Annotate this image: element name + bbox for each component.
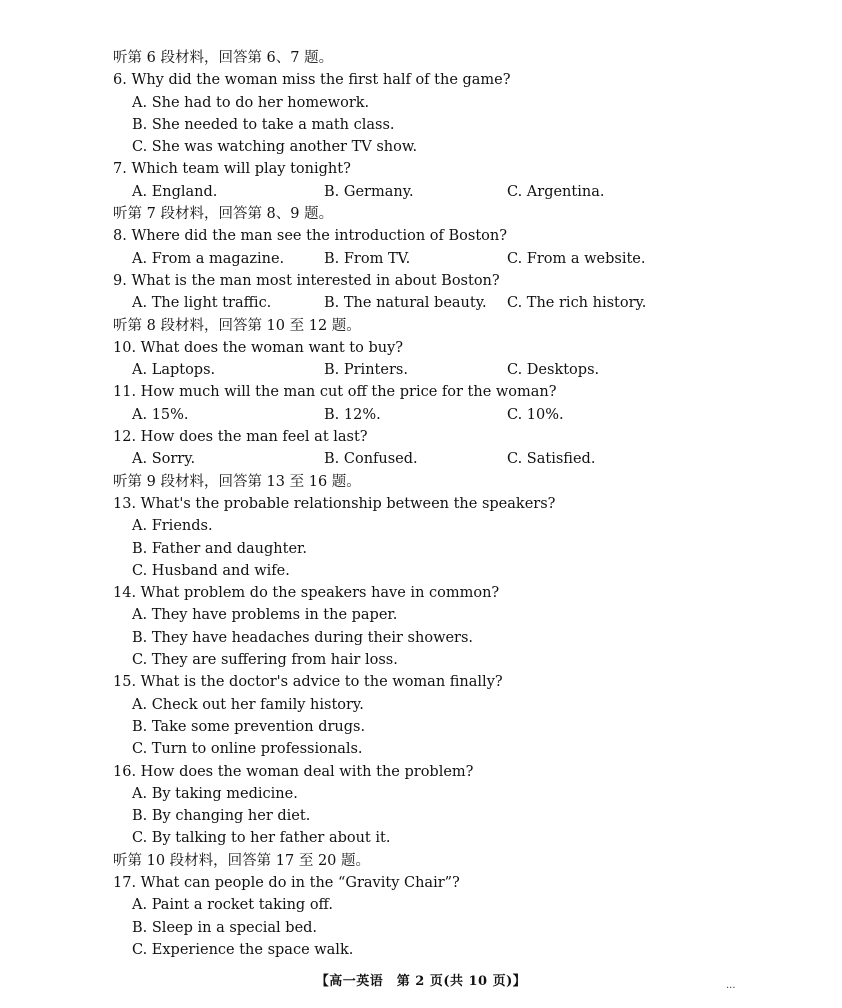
- options-row: [113, 359, 813, 381]
- answer-option: C. The rich history.: [507, 295, 647, 312]
- answer-option: B. Confused.: [324, 451, 418, 468]
- answer-option: A. Sorry.: [132, 451, 196, 468]
- answer-option: B. Germany.: [324, 183, 414, 200]
- answer-option: B. Sleep in a special bed.: [132, 919, 318, 936]
- answer-option: A. Check out her family history.: [132, 696, 364, 713]
- answer-option: A. England.: [132, 183, 218, 200]
- corner-mark: ...: [726, 980, 736, 991]
- answer-option: C. She was watching another TV show.: [132, 139, 418, 156]
- question-text: 13. What's the probable relationship between the speakers?: [113, 495, 556, 512]
- answer-option: B. 12%.: [324, 406, 381, 423]
- answer-option: A. They have problems in the paper.: [132, 607, 398, 624]
- options-row: [113, 448, 813, 470]
- answer-option: B. They have headaches during their showers.: [132, 629, 474, 646]
- answer-option: A. Friends.: [132, 518, 213, 535]
- answer-option: C. From a website.: [507, 250, 646, 267]
- answer-option: A. From a magazine.: [132, 250, 285, 267]
- answer-option: C. 10%.: [507, 406, 564, 423]
- question-text: 17. What can people do in the “Gravity Chair”?: [113, 874, 460, 891]
- answer-option: A. Paint a rocket taking off.: [132, 897, 333, 914]
- options-row: [113, 404, 813, 426]
- answer-option: C. By talking to her father about it.: [132, 830, 391, 847]
- section-heading: 听第 10 段材料，回答第 17 至 20 题。: [113, 852, 371, 869]
- question-text: 15. What is the doctor's advice to the woman finally?: [113, 674, 503, 691]
- answer-option: B. Father and daughter.: [132, 540, 307, 557]
- options-row: [113, 248, 813, 270]
- exam-page-content: [113, 47, 813, 961]
- answer-option: A. The light traffic.: [132, 295, 272, 312]
- answer-option: C. Satisfied.: [507, 451, 596, 468]
- answer-option: C. Argentina.: [507, 183, 605, 200]
- section-heading: 听第 9 段材料，回答第 13 至 16 题。: [113, 473, 361, 490]
- question-text: 7. Which team will play tonight?: [113, 161, 351, 178]
- question-text: 12. How does the man feel at last?: [113, 429, 368, 446]
- answer-option: A. By taking medicine.: [132, 785, 298, 802]
- answer-option: A. She had to do her homework.: [132, 94, 370, 111]
- options-row: [113, 181, 813, 203]
- page-footer: 【高一英语 第 2 页(共 10 页)】: [315, 974, 527, 989]
- question-text: 14. What problem do the speakers have in common?: [113, 585, 500, 602]
- section-heading: 听第 7 段材料，回答第 8、9 题。: [113, 206, 334, 223]
- question-text: 8. Where did the man see the introduction of Boston?: [113, 228, 508, 245]
- question-text: 11. How much will the man cut off the price for the woman?: [113, 384, 557, 401]
- answer-option: C. They are suffering from hair loss.: [132, 652, 398, 669]
- options-row: [113, 292, 813, 314]
- answer-option: B. From TV.: [324, 250, 411, 267]
- section-heading: 听第 8 段材料，回答第 10 至 12 题。: [113, 317, 361, 334]
- answer-option: B. Take some prevention drugs.: [132, 718, 366, 735]
- answer-option: C. Husband and wife.: [132, 562, 290, 579]
- answer-option: B. The natural beauty.: [324, 295, 487, 312]
- answer-option: C. Experience the space walk.: [132, 941, 354, 958]
- question-text: 10. What does the woman want to buy?: [113, 339, 404, 356]
- question-text: 6. Why did the woman miss the first half of the game?: [113, 72, 511, 89]
- answer-option: A. 15%.: [132, 406, 189, 423]
- question-text: 16. How does the woman deal with the problem?: [113, 763, 474, 780]
- answer-option: B. Printers.: [324, 362, 408, 379]
- section-heading: 听第 6 段材料，回答第 6、7 题。: [113, 50, 334, 66]
- answer-option: B. By changing her diet.: [132, 808, 311, 825]
- answer-option: B. She needed to take a math class.: [132, 116, 395, 133]
- answer-option: C. Desktops.: [507, 362, 600, 379]
- answer-option: C. Turn to online professionals.: [132, 741, 363, 758]
- question-text: 9. What is the man most interested in about Boston?: [113, 272, 500, 289]
- answer-option: A. Laptops.: [132, 362, 216, 379]
